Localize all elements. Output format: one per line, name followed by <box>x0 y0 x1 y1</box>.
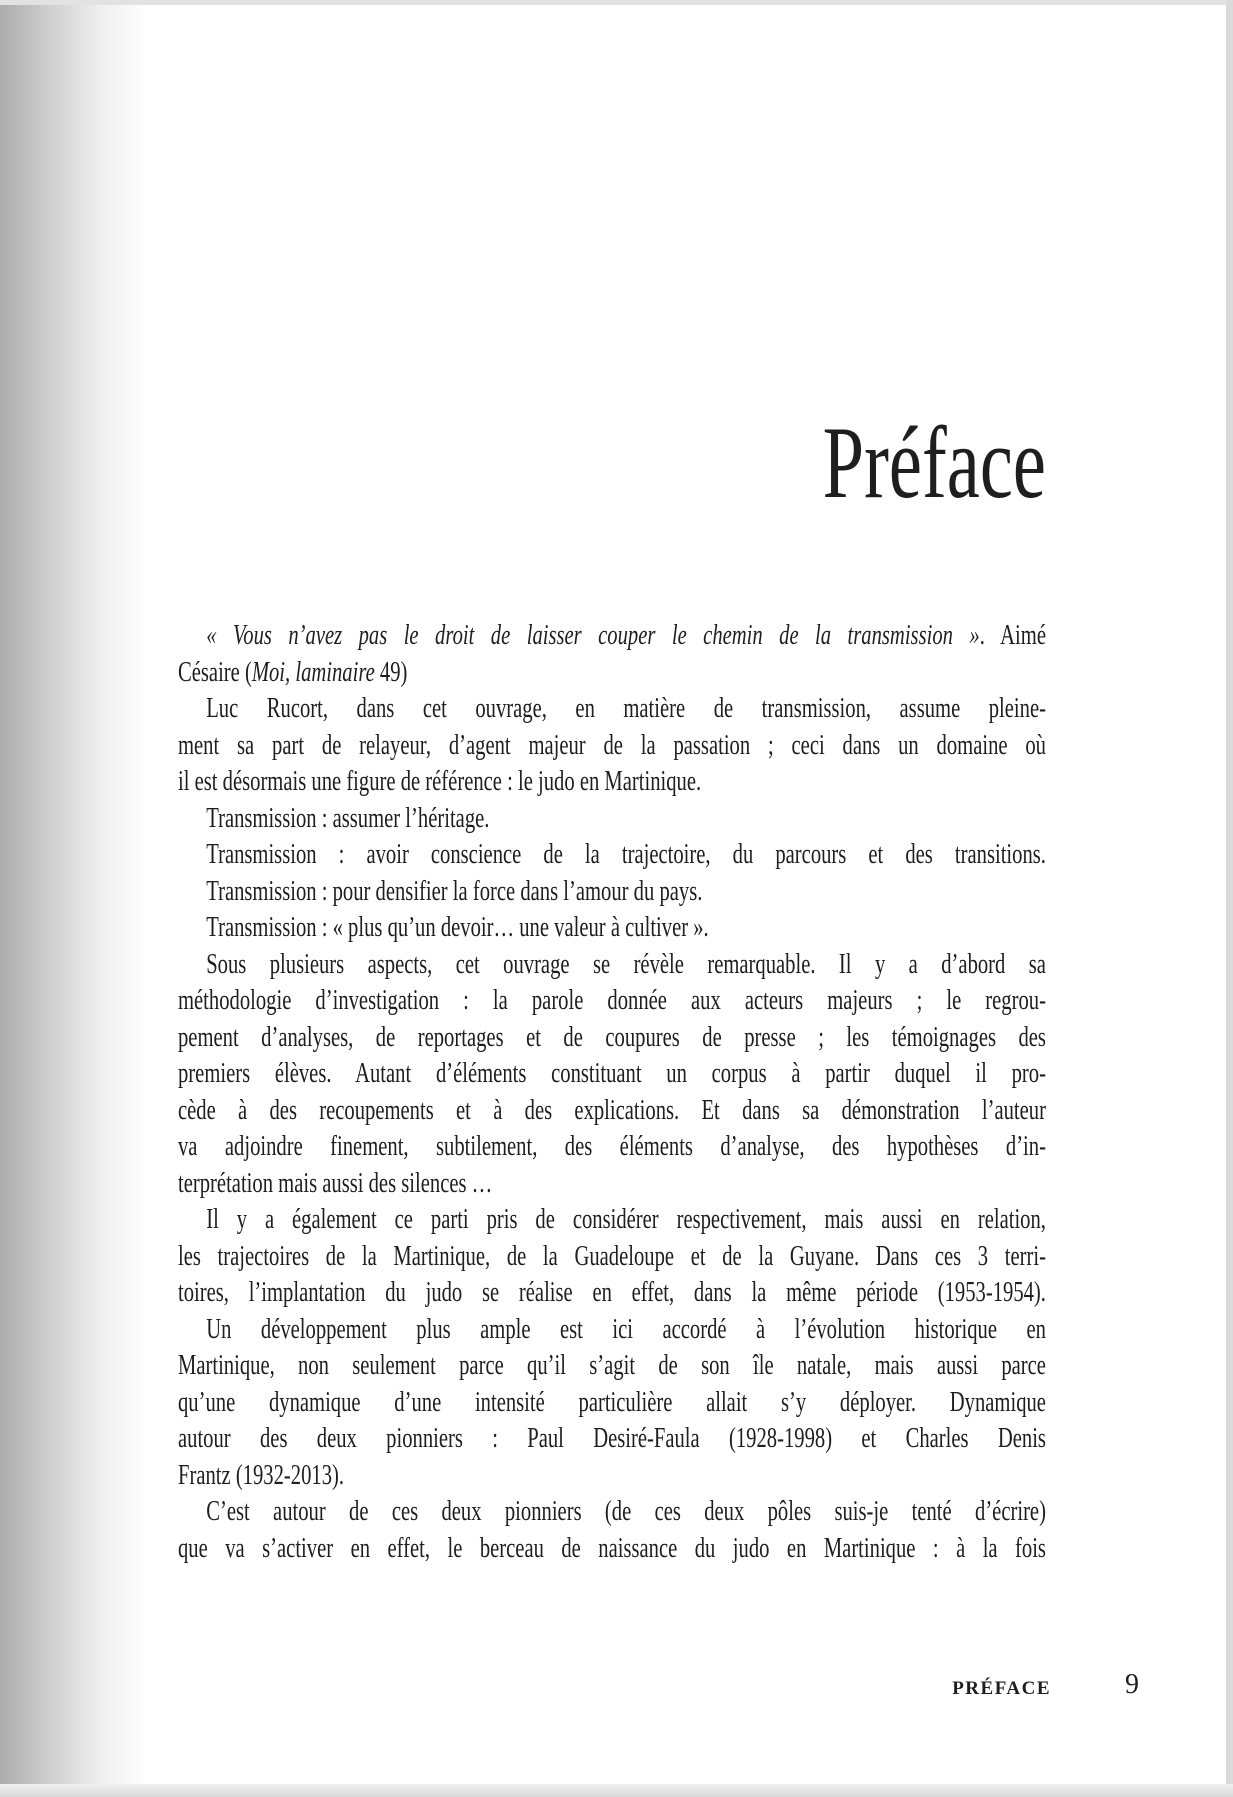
italic-text-segment: Moi, laminaire <box>251 656 380 688</box>
text-line <box>178 1056 1046 1093</box>
text-segment: va adjoindre finement, subtilement, des éléments d’analyse, des hypothèses d’in- <box>178 1131 1046 1162</box>
text-segment: pement d’analyses, de reportages et de coupures de presse ; les témoignages des <box>178 1021 1046 1053</box>
italic-text-segment: « Vous n’avez pas le droit de laisser couper le chemin de la transmission » <box>206 620 980 651</box>
paragraph-territoires <box>178 1202 1046 1312</box>
text-segment: terprétation mais aussi des silences … <box>178 1167 493 1199</box>
paragraph-methodologie <box>178 947 1046 1203</box>
text-line <box>178 910 1046 947</box>
text-segment: Un développement plus ample est ici accordé à l’évolution historique en <box>206 1313 1046 1345</box>
text-segment: Frantz (1932-2013). <box>178 1459 345 1491</box>
text-line <box>178 1202 1046 1239</box>
text-line <box>178 728 1046 765</box>
paragraph-developpement <box>178 1312 1046 1495</box>
text-segment: Césaire ( <box>178 656 252 688</box>
text-segment: Transmission : « plus qu’un devoir… une valeur à cultiver ». <box>206 912 709 943</box>
book-gutter-shadow <box>0 0 148 1785</box>
paragraph-luc-rucort <box>178 691 1046 801</box>
text-segment: Martinique, non seulement parce qu’il s’agit de son île natale, mais aussi parce <box>178 1350 1046 1381</box>
text-segment: . Aimé <box>979 620 1046 651</box>
text-line <box>178 1385 1046 1422</box>
text-line <box>178 874 1046 911</box>
text-segment: cède à des recoupements et à des explications. Et dans sa démonstration l’auteur <box>178 1094 1046 1126</box>
text-line <box>178 1275 1046 1312</box>
page-title: Préface <box>822 406 1046 520</box>
text-segment: qu’une dynamique d’une intensité particulière allait s’y déployer. Dynamique <box>178 1386 1046 1418</box>
paragraph-pionniers <box>178 1494 1046 1567</box>
text-line <box>178 1020 1046 1057</box>
text-line <box>178 764 1046 801</box>
text-segment: Transmission : pour densifier la force dans l’amour du pays. <box>206 875 703 907</box>
text-segment: Sous plusieurs aspects, cet ouvrage se révèle remarquable. Il y a d’abord sa <box>206 948 1046 980</box>
footer-section-label: PRÉFACE <box>952 1678 1051 1699</box>
text-line <box>178 1129 1046 1166</box>
text-line <box>178 691 1046 728</box>
text-segment: premiers élèves. Autant d’éléments constituant un corpus à partir duquel il pro- <box>178 1058 1046 1089</box>
text-segment: ment sa part de relayeur, d’agent majeur de la passation ; ceci dans un domaine où <box>178 729 1046 761</box>
text-line <box>178 618 1046 655</box>
text-segment: Luc Rucort, dans cet ouvrage, en matière de transmission, assume pleine- <box>206 693 1046 724</box>
text-line <box>178 1348 1046 1385</box>
text-segment: 49) <box>379 656 408 688</box>
text-line <box>178 1239 1046 1276</box>
epigraph <box>178 618 1046 691</box>
transmission-4 <box>178 910 1046 947</box>
text-line <box>178 947 1046 984</box>
text-line <box>178 837 1046 874</box>
text-line <box>178 1093 1046 1130</box>
text-segment: C’est autour de ces deux pionniers (de ces deux pôles suis-je tenté d’écrire) <box>206 1496 1046 1527</box>
text-segment: Transmission : assumer l’héritage. <box>206 802 490 834</box>
text-line <box>178 801 1046 838</box>
title-column <box>178 406 1046 520</box>
transmission-1 <box>178 801 1046 838</box>
text-line <box>178 1494 1046 1531</box>
text-line <box>178 1312 1046 1349</box>
text-segment: autour des deux pionniers : Paul Desiré-Faula (1928-1998) et Charles Denis <box>178 1423 1046 1454</box>
transmission-3 <box>178 874 1046 911</box>
text-segment: il est désormais une figure de référence : le judo en Martinique. <box>178 766 702 797</box>
text-segment: méthodologie d’investigation : la parole donnée aux acteurs majeurs ; le regrou- <box>178 985 1046 1016</box>
text-segment: Transmission : avoir conscience de la trajectoire, du parcours et des transitions. <box>206 839 1046 870</box>
text-segment: toires, l’implantation du judo se réalise en effet, dans la même période (1953-1954). <box>178 1277 1046 1308</box>
text-segment: que va s’activer en effet, le berceau de naissance du judo en Martinique : à la fois <box>178 1532 1046 1564</box>
page-edge-top <box>0 0 1233 5</box>
text-segment: Il y a également ce parti pris de considérer respectivement, mais aussi en relation, <box>206 1204 1046 1235</box>
page-edge-bottom <box>0 1784 1233 1797</box>
text-line <box>178 1458 1046 1495</box>
body-text <box>178 618 1046 1567</box>
footer-page-number: 9 <box>1125 1669 1139 1700</box>
text-line <box>178 1166 1046 1203</box>
text-line <box>178 1421 1046 1458</box>
transmission-2 <box>178 837 1046 874</box>
page-edge-right <box>1226 0 1233 1797</box>
text-line <box>178 655 1046 692</box>
text-segment: les trajectoires de la Martinique, de la Guadeloupe et de la Guyane. Dans ces 3 terri- <box>178 1240 1046 1272</box>
text-line <box>178 1531 1046 1568</box>
text-line <box>178 983 1046 1020</box>
